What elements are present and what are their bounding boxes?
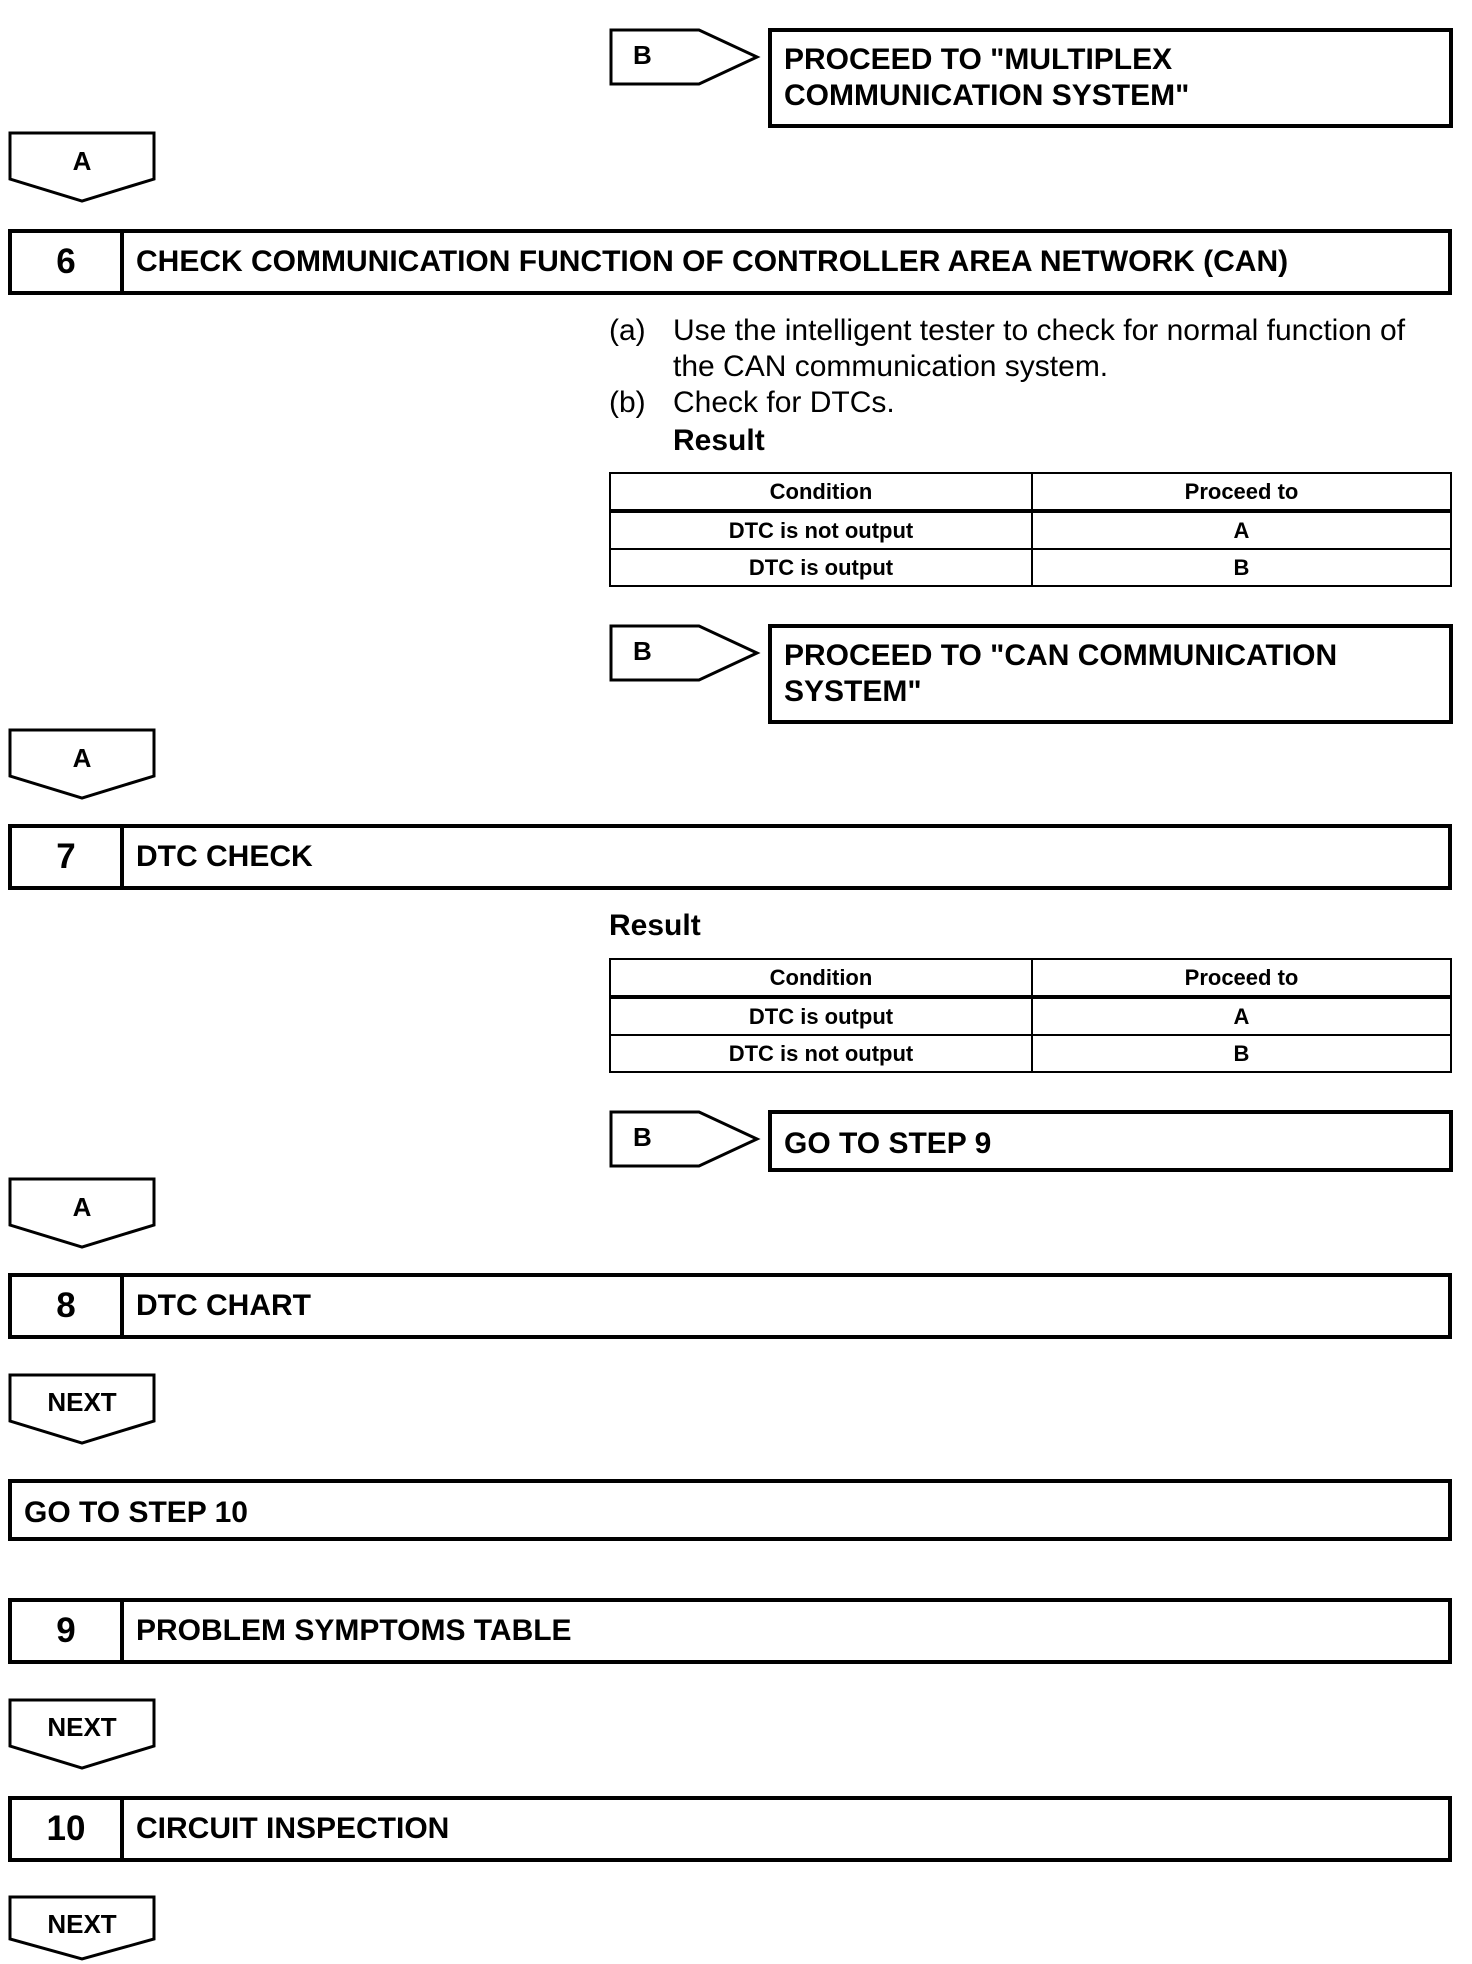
instruction-b-marker: (b) xyxy=(609,386,646,419)
table-cell: B xyxy=(1032,1035,1451,1072)
table-cell: B xyxy=(1032,549,1451,586)
goto-step-9-text: GO TO STEP 9 xyxy=(784,1127,992,1160)
instruction-a-line-1: Use the intelligent tester to check for normal function of xyxy=(673,314,1406,347)
proceed-can-box xyxy=(768,624,1453,724)
step-10-number: 10 xyxy=(12,1800,124,1858)
table-cell: DTC is output xyxy=(610,549,1032,586)
table-header-row xyxy=(610,959,1451,997)
table-header-proceed: Proceed to xyxy=(1032,959,1451,997)
next-label: NEXT xyxy=(47,1387,117,1417)
next-a-label: A xyxy=(72,146,92,176)
next-a-label: A xyxy=(72,1192,92,1222)
goto-step-9-box xyxy=(768,1110,1453,1172)
proceed-can-text: PROCEED TO "CAN COMMUNICATION SYSTEM" xyxy=(784,639,1338,708)
branch-b-arrow xyxy=(609,1110,761,1168)
instruction-a-line-2: the CAN communication system. xyxy=(673,350,1109,383)
table-header-proceed: Proceed to xyxy=(1032,473,1451,511)
instruction-b-line-1: Check for DTCs. xyxy=(673,386,895,419)
table-row xyxy=(610,549,1451,586)
step-7-result-label: Result xyxy=(609,909,701,942)
step-6-number: 6 xyxy=(12,233,124,291)
proceed-multiplex-box xyxy=(768,28,1453,128)
table-row xyxy=(610,1035,1451,1072)
table-row xyxy=(610,511,1451,549)
next-label: NEXT xyxy=(47,1909,117,1939)
step-10-header xyxy=(8,1796,1452,1862)
step-6-title: CHECK COMMUNICATION FUNCTION OF CONTROLLER AREA NETWORK (CAN) xyxy=(136,245,1289,278)
step-8-number: 8 xyxy=(12,1277,124,1335)
table-header-condition: Condition xyxy=(610,473,1032,511)
table-cell: A xyxy=(1032,511,1451,549)
branch-b-label: B xyxy=(633,1122,652,1152)
instruction-a-marker: (a) xyxy=(609,314,646,347)
table-cell: DTC is output xyxy=(610,997,1032,1035)
step-9-header xyxy=(8,1598,1452,1664)
branch-b-label: B xyxy=(633,40,652,70)
branch-b-label: B xyxy=(633,636,652,666)
table-row xyxy=(610,997,1451,1035)
goto-step-10-text: GO TO STEP 10 xyxy=(24,1496,248,1529)
step-6-result-label: Result xyxy=(673,424,765,457)
table-cell: A xyxy=(1032,997,1451,1035)
table-header-row xyxy=(610,473,1451,511)
proceed-multiplex-text: PROCEED TO "MULTIPLEX COMMUNICATION SYSTEM" xyxy=(784,43,1190,112)
next-label: NEXT xyxy=(47,1712,117,1742)
table-header-condition: Condition xyxy=(610,959,1032,997)
step-7-result-table xyxy=(609,958,1452,1073)
step-9-number: 9 xyxy=(12,1602,124,1660)
step-9-title: PROBLEM SYMPTOMS TABLE xyxy=(136,1614,572,1647)
table-cell: DTC is not output xyxy=(610,1035,1032,1072)
step-6-result-table xyxy=(609,472,1452,587)
step-8-header xyxy=(8,1273,1452,1339)
step-7-number: 7 xyxy=(12,828,124,886)
table-cell: DTC is not output xyxy=(610,511,1032,549)
branch-b-arrow xyxy=(609,624,761,682)
branch-b-arrow xyxy=(609,28,761,86)
step-6-header xyxy=(8,229,1452,295)
goto-step-10-box xyxy=(8,1479,1452,1541)
step-10-title: CIRCUIT INSPECTION xyxy=(136,1812,450,1845)
step-7-title: DTC CHECK xyxy=(136,840,313,873)
next-a-label: A xyxy=(72,743,92,773)
step-8-title: DTC CHART xyxy=(136,1289,311,1322)
step-7-header xyxy=(8,824,1452,890)
